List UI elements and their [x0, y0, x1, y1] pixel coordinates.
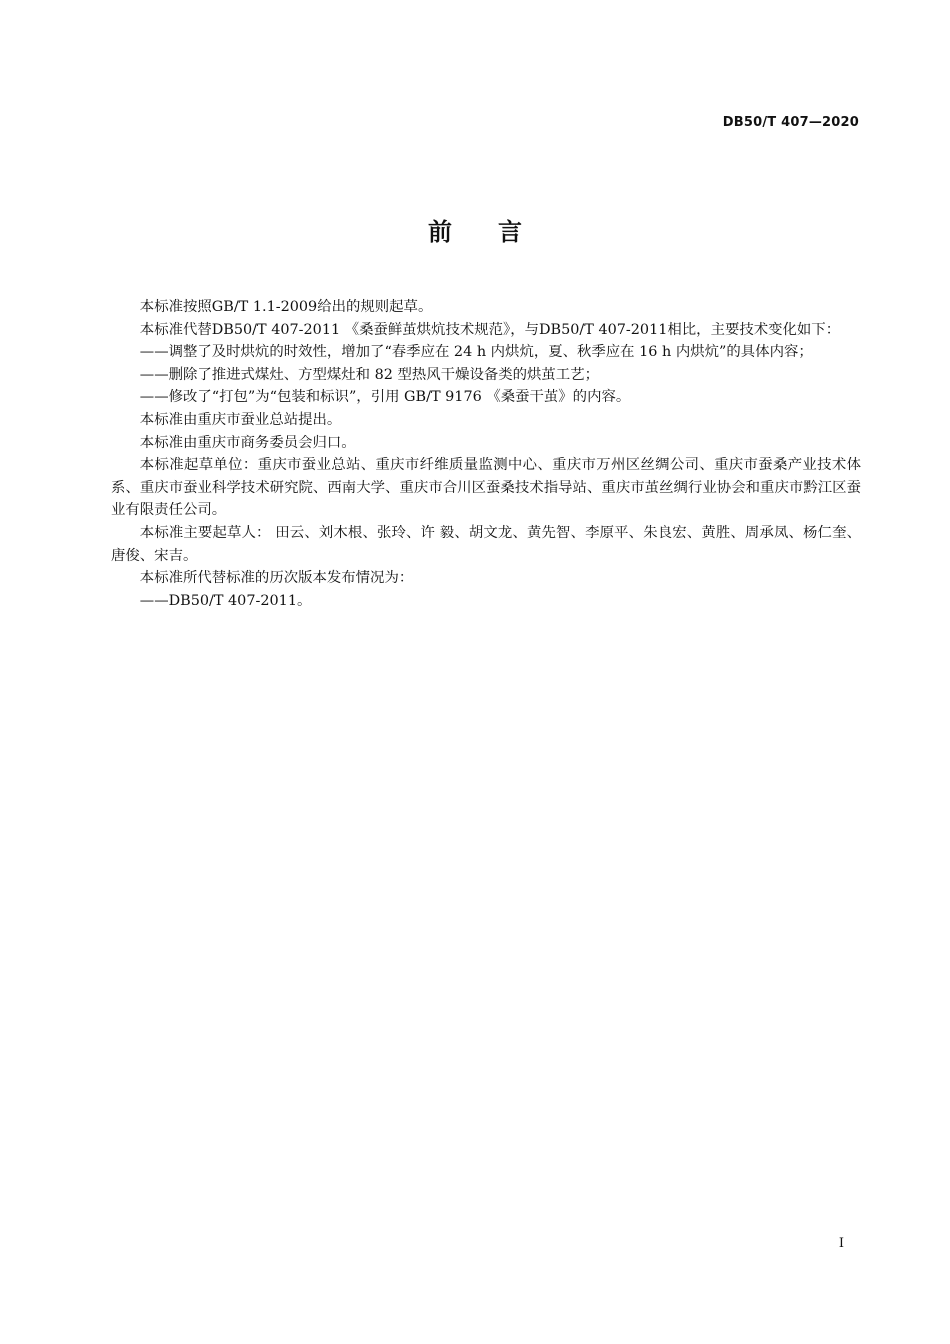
paragraph-administrator: 本标准由重庆市商务委员会归口。 [139, 434, 356, 451]
change-item-timeliness: ——调整了及时烘炕的时效性，增加了“春季应在 24 h 内烘炕，夏、秋季应在 16 h 内烘炕”的具体内容； [139, 344, 813, 361]
page-number: I [838, 1236, 844, 1251]
change-item-packaging: ——修改了“打包”为“包装和标识”，引用 GB/T 9176 《桑蚕干茧》的内容。 [139, 389, 631, 406]
paragraph-drafting-rules: 本标准按照GB/T 1.1-2009给出的规则起草。 [139, 299, 433, 315]
version-history-item: ——DB50/T 407-2011。 [139, 592, 312, 609]
paragraph-drafters: 本标准主要起草人： 田云、刘木根、张玲、许 毅、胡文龙、黄先智、李原平、朱良宏、黄胜、周承凤、杨仁奎、唐俊、宋吉。 [111, 524, 861, 564]
paragraph-replacement: 本标准代替DB50/T 407-2011 《桑蚕鲜茧烘炕技术规范》，与DB50/T 407-2011相比，主要技术变化如下： [139, 321, 841, 338]
foreword-body [111, 296, 861, 612]
paragraph-drafting-units: 本标准起草单位：重庆市蚕业总站、重庆市纤维质量监测中心、重庆市万州区丝绸公司、重庆市蚕桑产业技术体系、重庆市蚕业科学技术研究院、西南大学、重庆市合川区蚕桑技术指导站、重庆市茧丝绸行业协会和重庆市黔江区蚕业有限责任公司。 [111, 457, 861, 519]
page-title: 前言 [428, 218, 568, 246]
change-item-deleted-process: ——删除了推进式煤灶、方型煤灶和 82 型热风干燥设备类的烘茧工艺； [139, 366, 599, 383]
paragraph-version-history: 本标准所代替标准的历次版本发布情况为： [139, 570, 414, 587]
standard-code-header: DB50/T 407—2020 [722, 115, 859, 130]
paragraph-proposer: 本标准由重庆市蚕业总站提出。 [139, 411, 342, 428]
